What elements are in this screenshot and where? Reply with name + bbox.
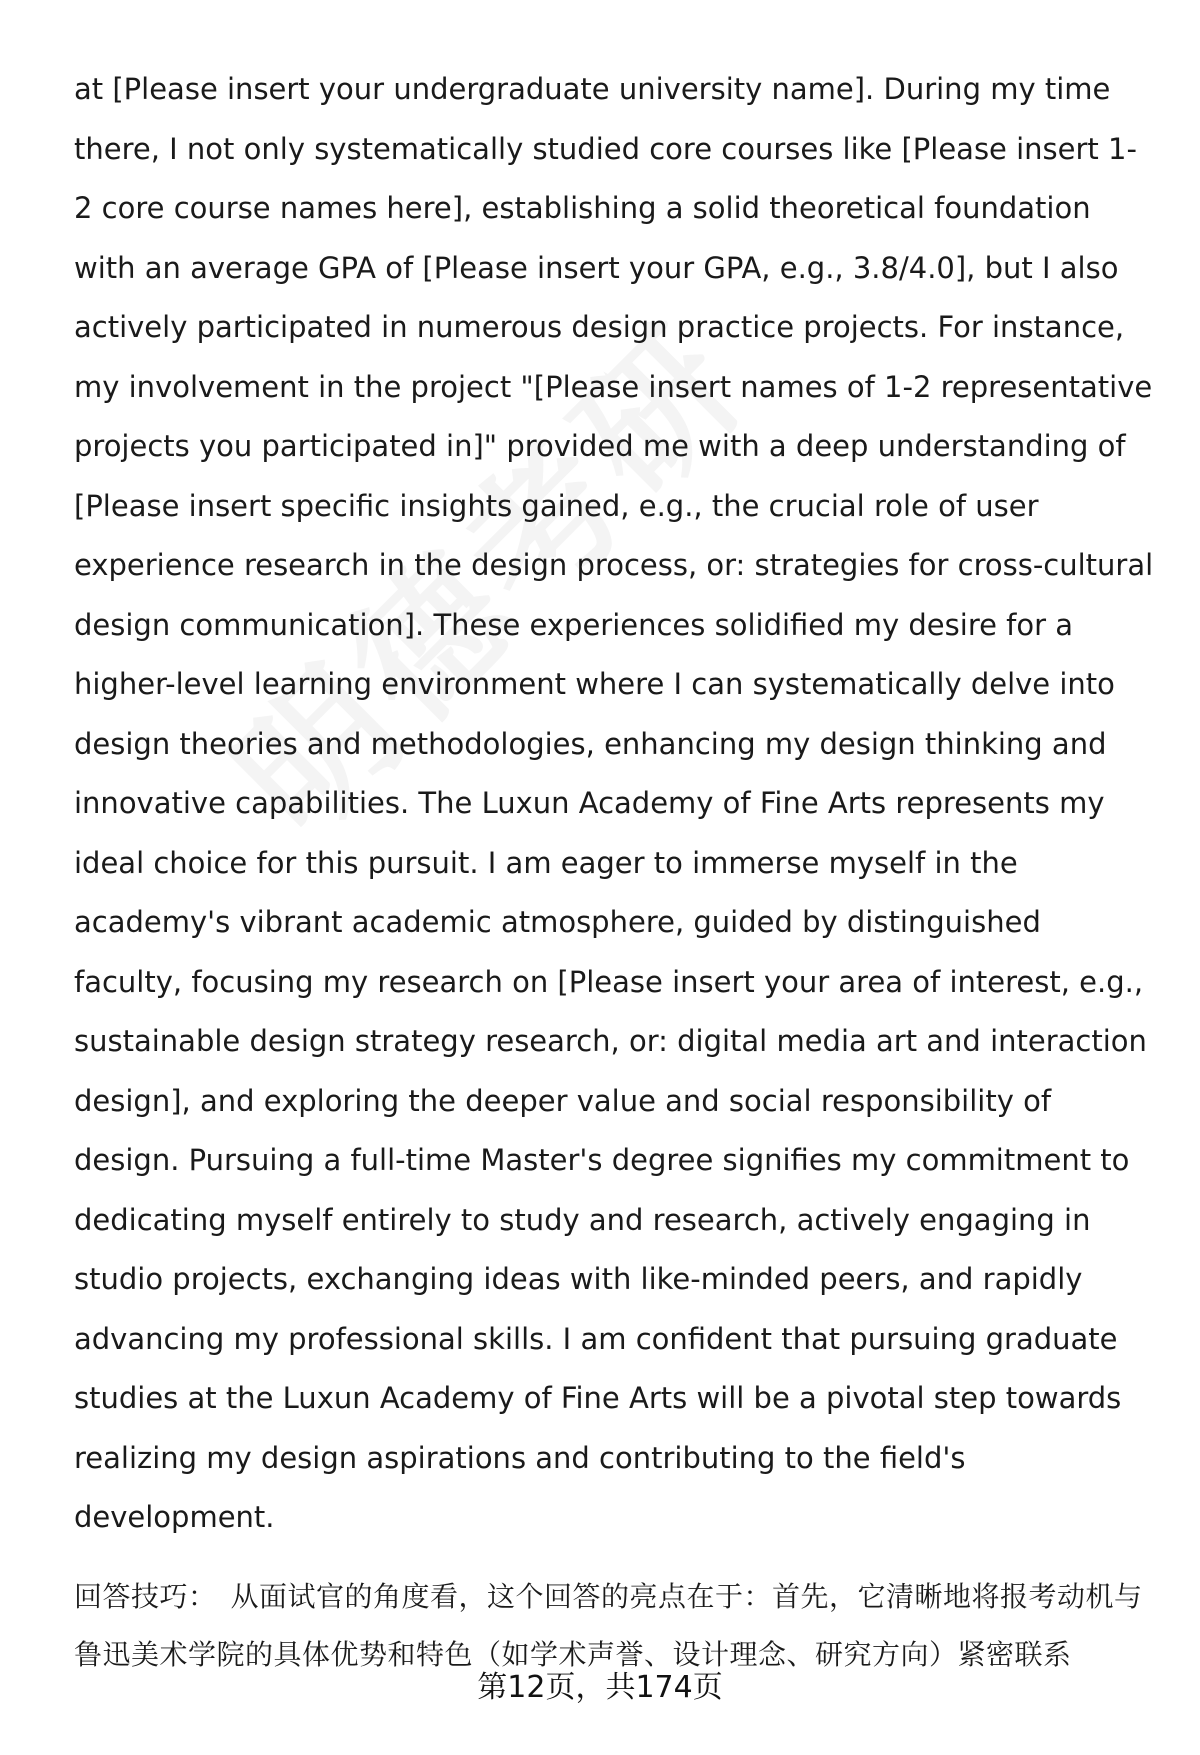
- document-page: [74, 60, 1154, 1684]
- tips-label: 回答技巧：: [74, 1579, 217, 1613]
- answer-paragraph: at [Please insert your undergraduate university name]. During my time there, I not only systematically studied core courses like [Please insert 1-2 core course names here], establishing a solid theoretical foundation with an average GPA of [Please insert your GPA, e.g., 3.8/4.0], but I also actively participated in numerous design practice projects. For instance, my involvement in the project "[Please insert names of 1-2 representative projects you participated in]" provided me with a deep understanding of [Please insert specific insights gained, e.g., the crucial role of user experience research in the design process, or: strategies for cross-cultural design communication]. These experiences solidified my desire for a higher-level learning environment where I can systematically delve into design theories and methodologies, enhancing my design thinking and innovative capabilities. The Luxun Academy of Fine Arts represents my ideal choice for this pursuit. I am eager to immerse myself in the academy's vibrant academic atmosphere, guided by distinguished faculty, focusing my research on [Please insert your area of interest, e.g., sustainable design strategy research, or: digital media art and interaction design], and exploring the deeper value and social responsibility of design. Pursuing a full-time Master's degree signifies my commitment to dedicating myself entirely to study and research, actively engaging in studio projects, exchanging ideas with like-minded peers, and rapidly advancing my professional skills. I am confident that pursuing graduate studies at the Luxun Academy of Fine Arts will be a pivotal step towards realizing my design aspirations and contributing to the field's development.: [74, 72, 1154, 1534]
- answer-tips: [74, 1568, 1154, 1684]
- page-number: 第12页，共174页: [477, 1670, 723, 1705]
- tips-text: 从面试官的角度看，这个回答的亮点在于：首先，它清晰地将报考动机与鲁迅美术学院的具体优势和特色（如学术声誉、设计理念、研究方向）紧密联系: [74, 1579, 1143, 1671]
